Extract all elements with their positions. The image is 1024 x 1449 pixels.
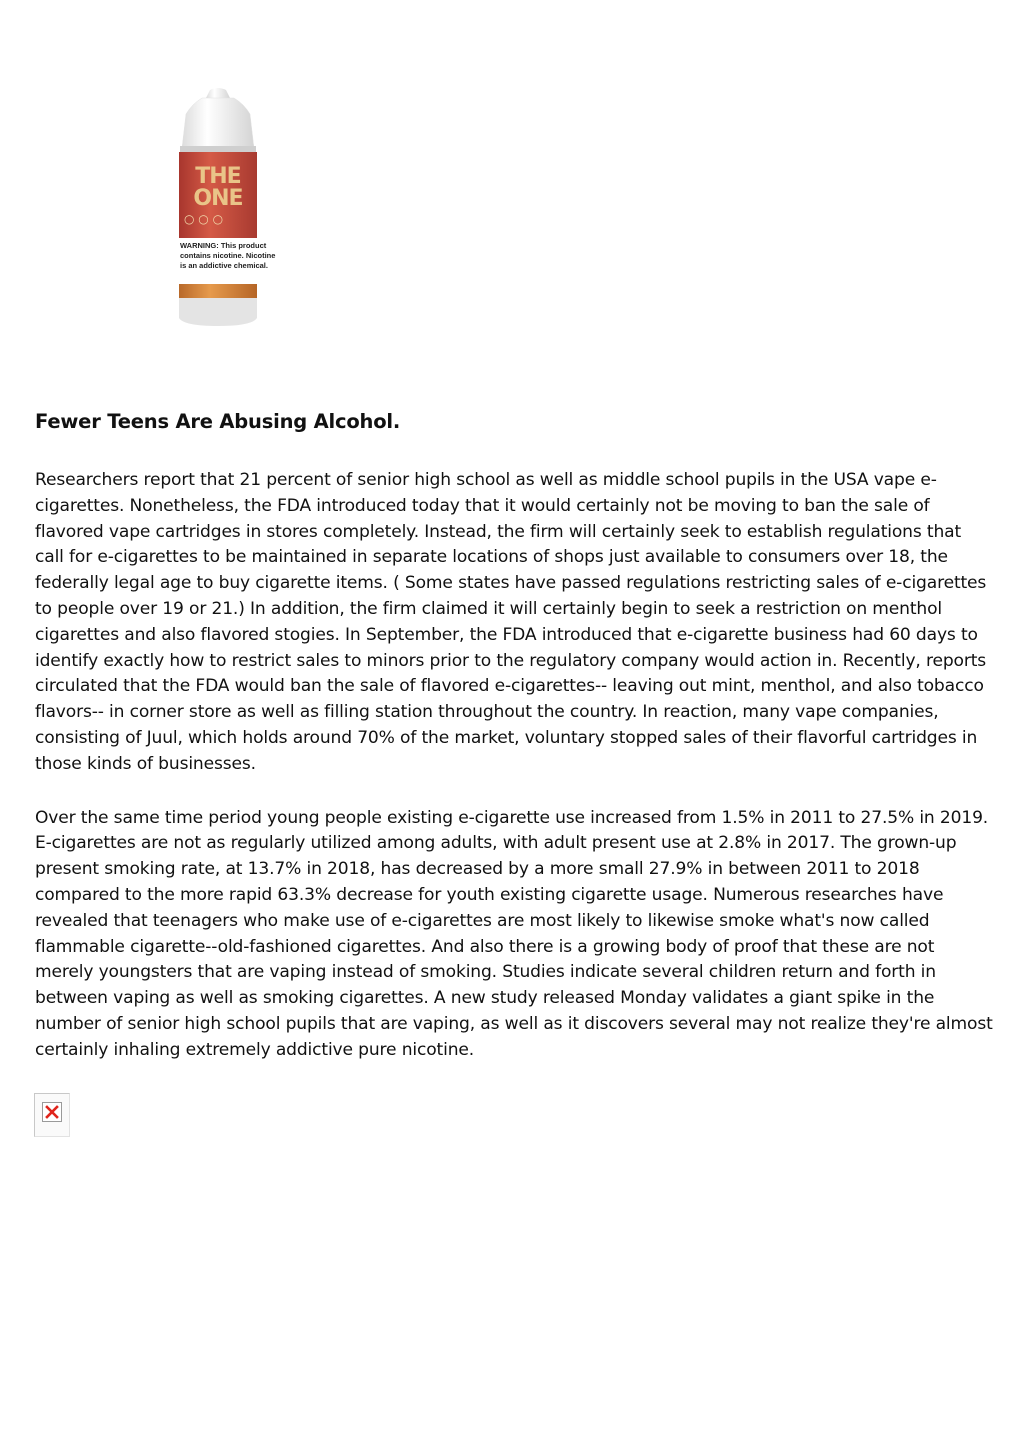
product-bottle-image xyxy=(172,86,276,330)
article-heading: Fewer Teens Are Abusing Alcohol. xyxy=(35,410,401,433)
warning-line-2: contains nicotine. Nicotine xyxy=(180,251,276,260)
warning-line-3: is an addictive chemical. xyxy=(180,261,268,270)
brand-line-1: THE xyxy=(195,164,241,189)
broken-image-icon xyxy=(42,1102,62,1122)
article-paragraph-2: Over the same time period young people existing e-cigarette use increased from 1.5% in 2011 to 27.5% in 2019. E-cigarettes are not as regularly utilized among adults, with adult present use at 2.8% in 2017. The grown-up present smoking rate, at 13.7% in 2018, has decreased by a more small 27.9% in between 2011 to 2018 compared to the more rapid 63.3% decrease for youth existing cigarette usage. Numerous researches have revealed that teenagers who make use of e-cigarettes are most likely to likewise smoke what's now called flammable cigarette--old-fashioned cigarettes. And also there is a growing body of proof that these are not merely youngsters that are vaping instead of smoking. Studies indicate several children return and forth in between vaping as well as smoking cigarettes. A new study released Monday validates a giant spike in the number of senior high school pupils that are vaping, as well as it discovers several may not realize they're almost certainly inhaling extremely addictive pure nicotine. xyxy=(35,807,993,1060)
broken-image-placeholder xyxy=(34,1093,70,1137)
article-paragraph-1: Researchers report that 21 percent of senior high school as well as middle school pupils in the USA vape e-cigarettes. Nonetheless, the FDA introduced today that it would certainly not be moving to ban the sale of flavored vape cartridges in stores completely. Instead, the firm will certainly seek to establish regulations that call for e-cigarettes to be maintained in separate locations of shops just available to consumers over 18, the federally legal age to buy cigarette items. ( Some states have passed regulations restricting sales of e-cigarettes to people over 19 or 21.) In addition, the firm claimed it will certainly begin to seek a restriction on menthol cigarettes and also flavored stogies. In September, the FDA introduced that e-cigarette business had 60 days to identify exactly how to restrict sales to minors prior to the regulatory company would action in. Recently, reports circulated that the FDA would ban the sale of flavored e-cigarettes-- leaving out mint, menthol, and also tobacco flavors-- in corner store as well as filling station throughout the country. In reaction, many vape companies, consisting of Juul, which holds around 70% of the market, voluntary stopped sales of their flavorful cartridges in those kinds of businesses. xyxy=(35,470,987,774)
warning-line-1: WARNING: This product xyxy=(180,241,267,250)
flavor-icons: ○ ○ ○ xyxy=(184,212,224,226)
product-brand xyxy=(172,166,264,210)
warning-label xyxy=(180,241,276,271)
brand-line-2: ONE xyxy=(193,186,243,211)
article xyxy=(35,406,995,1064)
